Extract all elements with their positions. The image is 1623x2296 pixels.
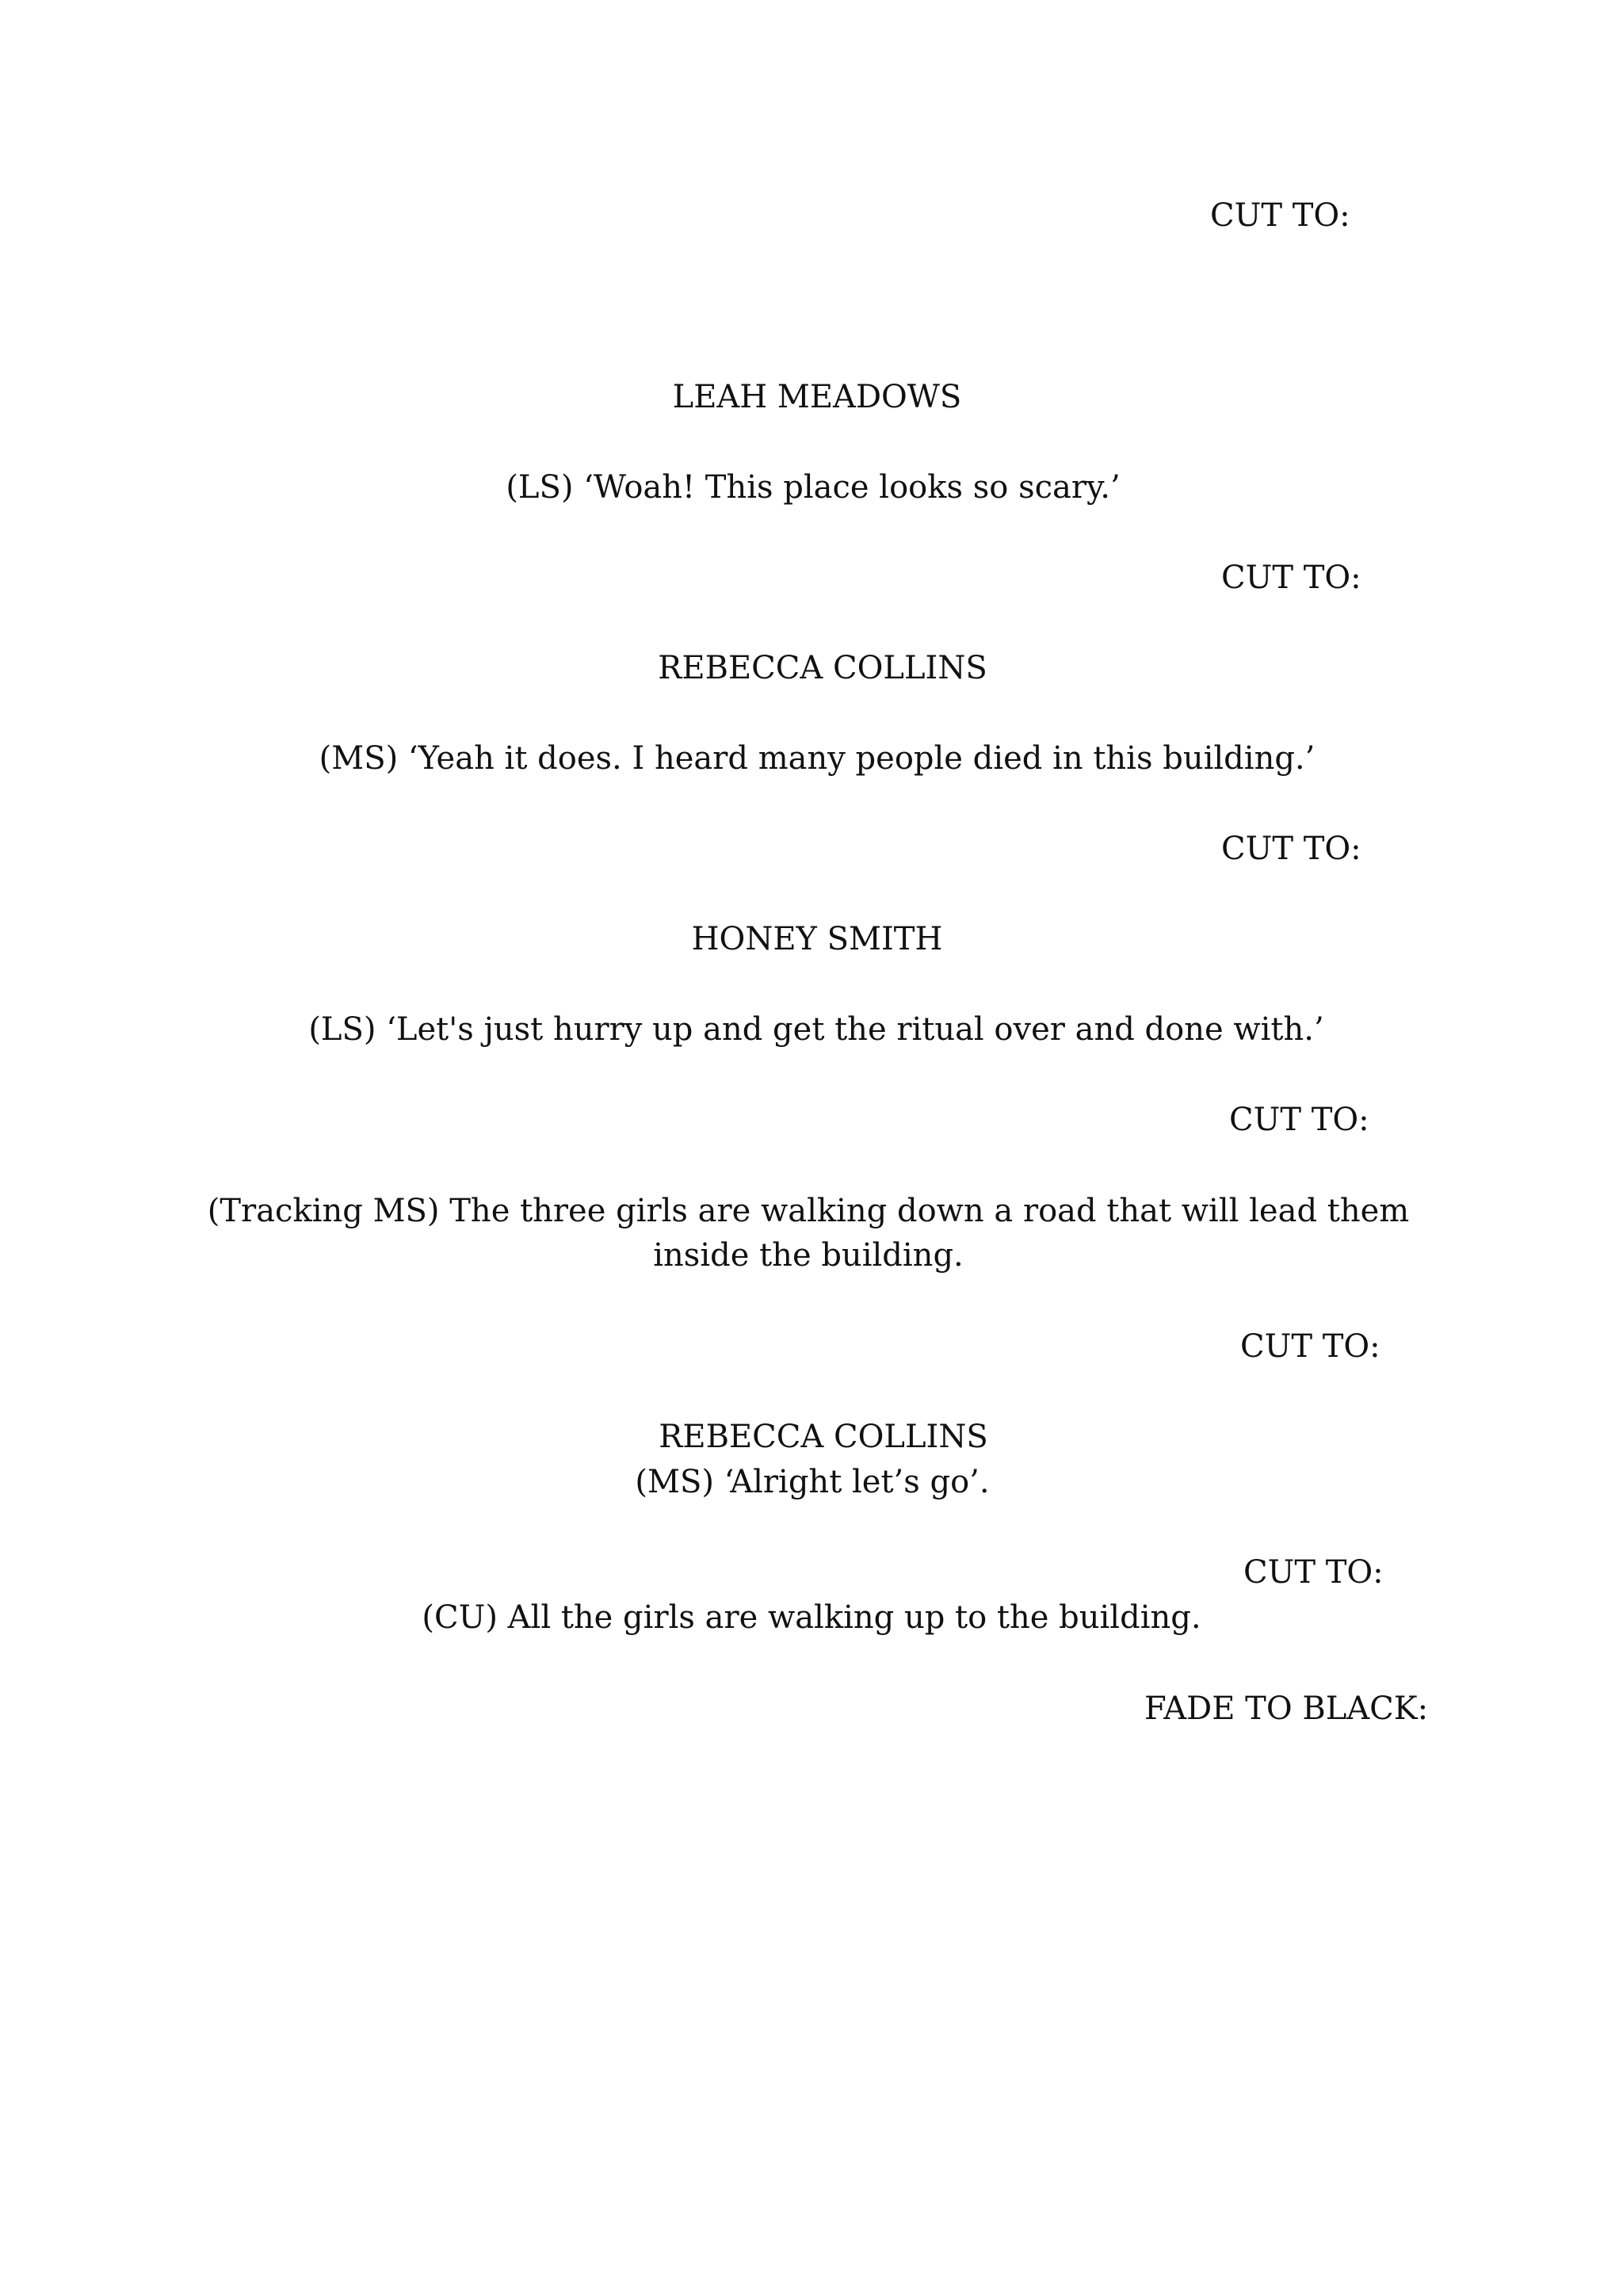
character-name-rebecca-collins: REBECCA COLLINS: [658, 650, 987, 686]
transition-cut-to: CUT TO:: [1243, 1554, 1384, 1591]
transition-cut-to: CUT TO:: [1221, 831, 1361, 867]
dialogue-line: (MS) ‘Alright let’s go’.: [635, 1464, 990, 1500]
dialogue-line: (MS) ‘Yeah it does. I heard many people died in this building.’: [319, 740, 1316, 777]
dialogue-line: (LS) ‘Let's just hurry up and get the ritual over and done with.’: [308, 1011, 1324, 1048]
dialogue-line: (LS) ‘Woah! This place looks so scary.’: [506, 469, 1121, 506]
transition-fade-to-black: FADE TO BLACK:: [1144, 1690, 1429, 1727]
transition-cut-to: CUT TO:: [1229, 1102, 1369, 1138]
transition-cut-to: CUT TO:: [1240, 1328, 1381, 1365]
character-name-honey-smith: HONEY SMITH: [691, 921, 943, 957]
character-name-leah-meadows: LEAH MEADOWS: [672, 379, 962, 415]
action-description: (Tracking MS) The three girls are walking down a road that will lead them inside the building.: [207, 1193, 1410, 1274]
transition-cut-to: CUT TO:: [1221, 560, 1361, 596]
transition-cut-to: CUT TO:: [1210, 197, 1350, 234]
action-description: (CU) All the girls are walking up to the building.: [422, 1599, 1201, 1636]
character-name-rebecca-collins: REBECCA COLLINS: [659, 1419, 988, 1455]
